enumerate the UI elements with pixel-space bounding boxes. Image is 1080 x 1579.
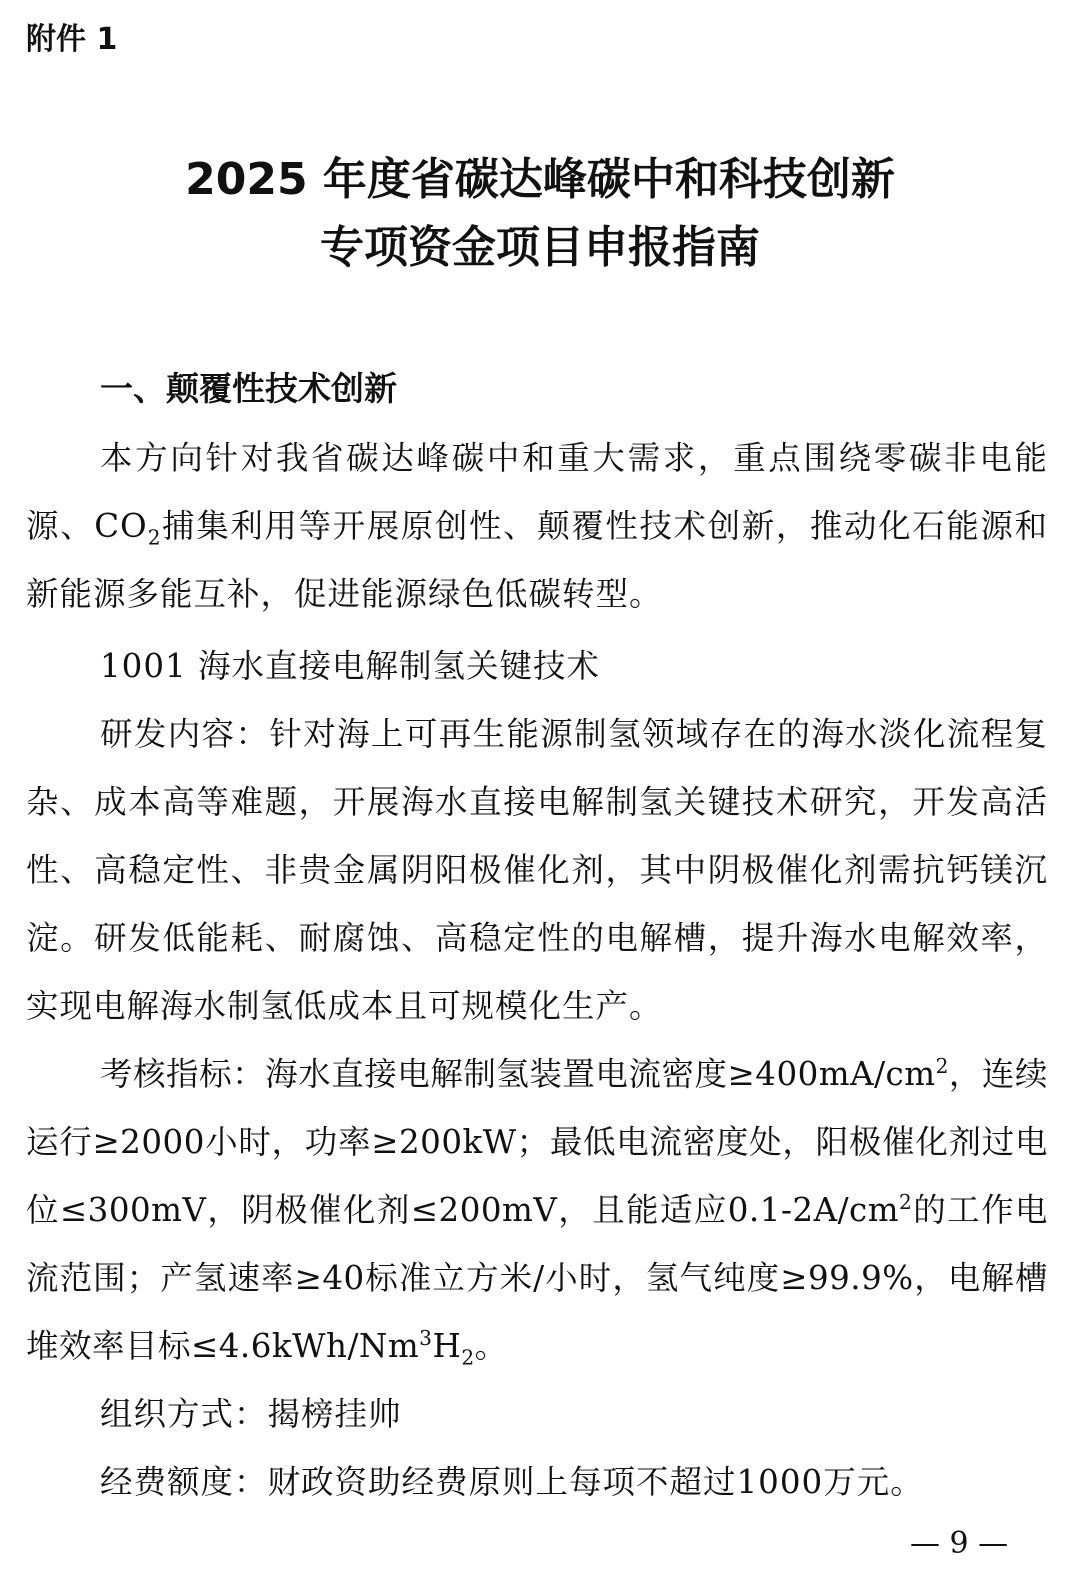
funding-amount: 经费额度：财政资助经费原则上每项不超过1000万元。 — [100, 1463, 924, 1501]
attachment-label: 附件 1 — [26, 22, 118, 57]
project-title: 1001 海水直接电解制氢关键技术 — [100, 647, 601, 685]
metrics-sup-2: 2 — [899, 1190, 913, 1215]
document-title-line-1: 2025 年度省碳达峰碳中和科技创新 — [185, 154, 895, 205]
metrics-text-5: 。 — [474, 1327, 508, 1365]
metrics-paragraph — [26, 1040, 1048, 1380]
intro-text-part-2: 捕集利用等开展原创性、颠覆性技术创新，推动化石能源和新能源多能互补，促进能源绿色低碳转型。 — [26, 507, 1048, 613]
metrics-text-2: ，连续运行≥2000小时，功率≥200kW；最低电流密度处，阳极催化剂过电位≤300mV，阴极催化剂≤200mV，且能适应0.1-2A/cm — [26, 1055, 1048, 1229]
page-number: — 9 — — [910, 1526, 1009, 1561]
metrics-text-1: 考核指标：海水直接电解制氢装置电流密度≥400mA/cm — [100, 1055, 936, 1093]
section-intro-paragraph — [26, 424, 1048, 628]
metrics-text-3: 的工作电流范围；产氢速率≥40标准立方米/小时，氢气纯度≥99.9%，电解槽堆效率目标≤4.6kWh/Nm — [26, 1191, 1048, 1365]
intro-text-part-1: 本方向针对我省碳达峰碳中和重大需求，重点围绕零碳非电能源、CO — [26, 439, 1048, 545]
organization-method: 组织方式：揭榜挂帅 — [100, 1395, 402, 1433]
section-heading: 一、颠覆性技术创新 — [100, 369, 397, 408]
metrics-sup-3: 3 — [419, 1326, 433, 1351]
metrics-text-4: H — [432, 1327, 462, 1365]
co2-subscript: 2 — [147, 525, 162, 550]
metrics-sub-4: 2 — [461, 1345, 475, 1370]
metrics-sup-1: 2 — [935, 1054, 949, 1079]
research-content-paragraph: 研发内容：针对海上可再生能源制氢领域存在的海水淡化流程复杂、成本高等难题，开展海水直接电解制氢关键技术研究，开发高活性、高稳定性、非贵金属阴阳极催化剂，其中阴极催化剂需抗钙镁沉淀。研发低能耗、耐腐蚀、高稳定性的电解槽，提升海水电解效率，实现电解海水制氢低成本且可规模化生产。 — [26, 715, 1048, 1025]
document-title-line-2: 专项资金项目申报指南 — [320, 222, 760, 273]
